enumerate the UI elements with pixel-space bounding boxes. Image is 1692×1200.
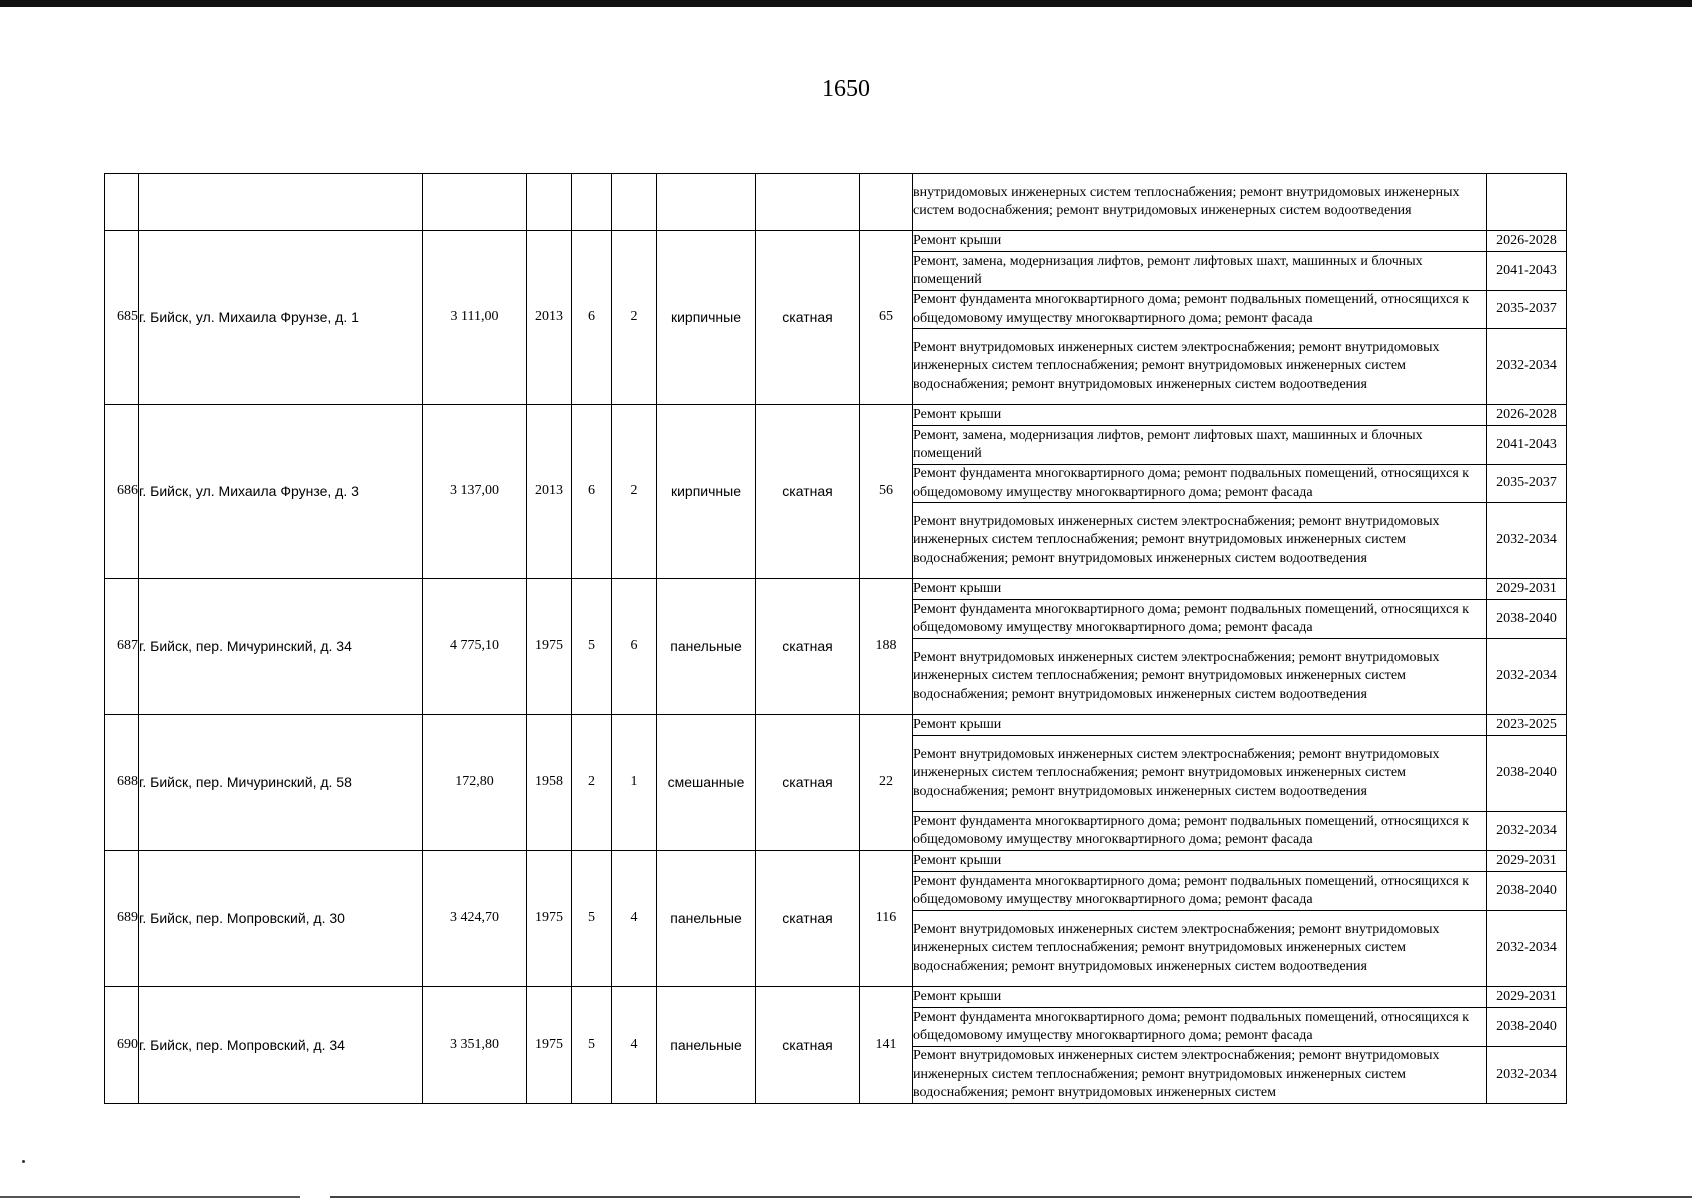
row-number: 685 (105, 231, 139, 405)
total-area: 3 424,70 (423, 851, 527, 987)
build-year: 1975 (527, 987, 572, 1104)
work-period: 2026-2028 (1487, 231, 1567, 252)
address: г. Бийск, пер. Мопровский, д. 30 (139, 851, 423, 987)
roof-type: скатная (756, 579, 860, 715)
work-period: 2038-2040 (1487, 1008, 1567, 1047)
residents-count: 56 (860, 405, 913, 579)
work-period: 2035-2037 (1487, 291, 1567, 329)
work-period: 2032-2034 (1487, 639, 1567, 715)
page-number: 1650 (822, 76, 870, 102)
work-description: Ремонт внутридомовых инженерных систем электроснабжения; ремонт внутридомовых инженерных систем теплоснабжения; ремонт внутридомовых инженерных систем водоснабжения; ремонт внутридомовых инженерных систем (913, 1047, 1487, 1104)
row-number: 687 (105, 579, 139, 715)
floors-count: 6 (572, 231, 612, 405)
work-period: 2038-2040 (1487, 736, 1567, 812)
total-area: 3 111,00 (423, 231, 527, 405)
cell-empty (423, 174, 527, 231)
work-period: 2032-2034 (1487, 503, 1567, 579)
entrances-count: 2 (612, 405, 657, 579)
work-period: 2023-2025 (1487, 715, 1567, 736)
build-year: 1975 (527, 851, 572, 987)
work-period: 2029-2031 (1487, 579, 1567, 600)
residents-count: 188 (860, 579, 913, 715)
table-body (105, 174, 1567, 1104)
building-row (105, 851, 1567, 872)
cell-empty (756, 174, 860, 231)
work-description: Ремонт крыши (913, 405, 1487, 426)
work-period: 2032-2034 (1487, 329, 1567, 405)
work-description: Ремонт внутридомовых инженерных систем электроснабжения; ремонт внутридомовых инженерных систем теплоснабжения; ремонт внутридомовых инженерных систем водоснабжения; ремонт внутридомовых инженерных систем водоотведения (913, 736, 1487, 812)
build-year: 1975 (527, 579, 572, 715)
total-area: 172,80 (423, 715, 527, 851)
entrances-count: 4 (612, 851, 657, 987)
continuation-row (105, 174, 1567, 231)
work-description: Ремонт крыши (913, 579, 1487, 600)
work-description: Ремонт крыши (913, 851, 1487, 872)
roof-type: скатная (756, 987, 860, 1104)
wall-material: панельные (657, 851, 756, 987)
work-description: внутридомовых инженерных систем теплоснабжения; ремонт внутридомовых инженерных систем водоснабжения; ремонт внутридомовых инженерных систем водоотведения (913, 174, 1487, 231)
floors-count: 6 (572, 405, 612, 579)
cell-empty (657, 174, 756, 231)
build-year: 2013 (527, 231, 572, 405)
work-description: Ремонт крыши (913, 987, 1487, 1008)
building-row (105, 231, 1567, 252)
cell-empty (105, 174, 139, 231)
residents-count: 65 (860, 231, 913, 405)
work-period: 2041-2043 (1487, 252, 1567, 291)
address: г. Бийск, пер. Мопровский, д. 34 (139, 987, 423, 1104)
floors-count: 5 (572, 851, 612, 987)
entrances-count: 4 (612, 987, 657, 1104)
row-number: 688 (105, 715, 139, 851)
address: г. Бийск, пер. Мичуринский, д. 58 (139, 715, 423, 851)
residents-count: 116 (860, 851, 913, 987)
work-description: Ремонт, замена, модернизация лифтов, ремонт лифтовых шахт, машинных и блочных помещений (913, 426, 1487, 465)
residents-count: 22 (860, 715, 913, 851)
total-area: 4 775,10 (423, 579, 527, 715)
residents-count: 141 (860, 987, 913, 1104)
total-area: 3 351,80 (423, 987, 527, 1104)
cell-empty (572, 174, 612, 231)
roof-type: скатная (756, 715, 860, 851)
build-year: 1958 (527, 715, 572, 851)
work-description: Ремонт внутридомовых инженерных систем электроснабжения; ремонт внутридомовых инженерных систем теплоснабжения; ремонт внутридомовых инженерных систем водоснабжения; ремонт внутридомовых инженерных систем водоотведения (913, 329, 1487, 405)
work-period: 2029-2031 (1487, 851, 1567, 872)
work-period: 2035-2037 (1487, 465, 1567, 503)
work-description: Ремонт крыши (913, 231, 1487, 252)
work-period: 2038-2040 (1487, 872, 1567, 911)
work-description: Ремонт, замена, модернизация лифтов, ремонт лифтовых шахт, машинных и блочных помещений (913, 252, 1487, 291)
bottom-edge-rule (0, 1196, 300, 1198)
bottom-edge-rule (330, 1196, 1692, 1198)
work-period: 2026-2028 (1487, 405, 1567, 426)
address: г. Бийск, пер. Мичуринский, д. 34 (139, 579, 423, 715)
work-description: Ремонт фундамента многоквартирного дома; ремонт подвальных помещений, относящихся к общедомовому имуществу многоквартирного дома; ремонт фасада (913, 1008, 1487, 1047)
address: г. Бийск, ул. Михаила Фрунзе, д. 1 (139, 231, 423, 405)
wall-material: панельные (657, 987, 756, 1104)
row-number: 686 (105, 405, 139, 579)
work-description: Ремонт фундамента многоквартирного дома; ремонт подвальных помещений, относящихся к общедомовому имуществу многоквартирного дома; ремонт фасада (913, 465, 1487, 503)
entrances-count: 2 (612, 231, 657, 405)
row-number: 690 (105, 987, 139, 1104)
entrances-count: 1 (612, 715, 657, 851)
building-row (105, 405, 1567, 426)
work-period: 2032-2034 (1487, 911, 1567, 987)
work-period: 2038-2040 (1487, 600, 1567, 639)
roof-type: скатная (756, 405, 860, 579)
building-row (105, 579, 1567, 600)
entrances-count: 6 (612, 579, 657, 715)
work-description: Ремонт внутридомовых инженерных систем электроснабжения; ремонт внутридомовых инженерных систем теплоснабжения; ремонт внутридомовых инженерных систем водоснабжения; ремонт внутридомовых инженерных систем водоотведения (913, 911, 1487, 987)
floors-count: 5 (572, 579, 612, 715)
row-number: 689 (105, 851, 139, 987)
building-row (105, 987, 1567, 1008)
top-edge-rule (0, 0, 1692, 7)
work-description: Ремонт внутридомовых инженерных систем электроснабжения; ремонт внутридомовых инженерных систем теплоснабжения; ремонт внутридомовых инженерных систем водоснабжения; ремонт внутридомовых инженерных систем водоотведения (913, 639, 1487, 715)
total-area: 3 137,00 (423, 405, 527, 579)
wall-material: панельные (657, 579, 756, 715)
work-period: 2041-2043 (1487, 426, 1567, 465)
building-row (105, 715, 1567, 736)
work-description: Ремонт фундамента многоквартирного дома; ремонт подвальных помещений, относящихся к общедомовому имуществу многоквартирного дома; ремонт фасада (913, 812, 1487, 851)
roof-type: скатная (756, 231, 860, 405)
cell-empty (612, 174, 657, 231)
roof-type: скатная (756, 851, 860, 987)
work-description: Ремонт фундамента многоквартирного дома; ремонт подвальных помещений, относящихся к общедомовому имуществу многоквартирного дома; ремонт фасада (913, 872, 1487, 911)
work-description: Ремонт крыши (913, 715, 1487, 736)
wall-material: кирпичные (657, 405, 756, 579)
work-description: Ремонт фундамента многоквартирного дома; ремонт подвальных помещений, относящихся к общедомовому имуществу многоквартирного дома; ремонт фасада (913, 600, 1487, 639)
cell-empty (139, 174, 423, 231)
repair-schedule-table (104, 173, 1567, 1104)
floors-count: 5 (572, 987, 612, 1104)
wall-material: смешанные (657, 715, 756, 851)
work-description: Ремонт внутридомовых инженерных систем электроснабжения; ремонт внутридомовых инженерных систем теплоснабжения; ремонт внутридомовых инженерных систем водоснабжения; ремонт внутридомовых инженерных систем водоотведения (913, 503, 1487, 579)
work-period: 2032-2034 (1487, 1047, 1567, 1104)
work-period: 2029-2031 (1487, 987, 1567, 1008)
cell-empty (527, 174, 572, 231)
build-year: 2013 (527, 405, 572, 579)
wall-material: кирпичные (657, 231, 756, 405)
cell-empty (1487, 174, 1567, 231)
work-description: Ремонт фундамента многоквартирного дома; ремонт подвальных помещений, относящихся к общедомовому имуществу многоквартирного дома; ремонт фасада (913, 291, 1487, 329)
cell-empty (860, 174, 913, 231)
scan-speck (22, 1160, 25, 1163)
work-period: 2032-2034 (1487, 812, 1567, 851)
address: г. Бийск, ул. Михаила Фрунзе, д. 3 (139, 405, 423, 579)
floors-count: 2 (572, 715, 612, 851)
